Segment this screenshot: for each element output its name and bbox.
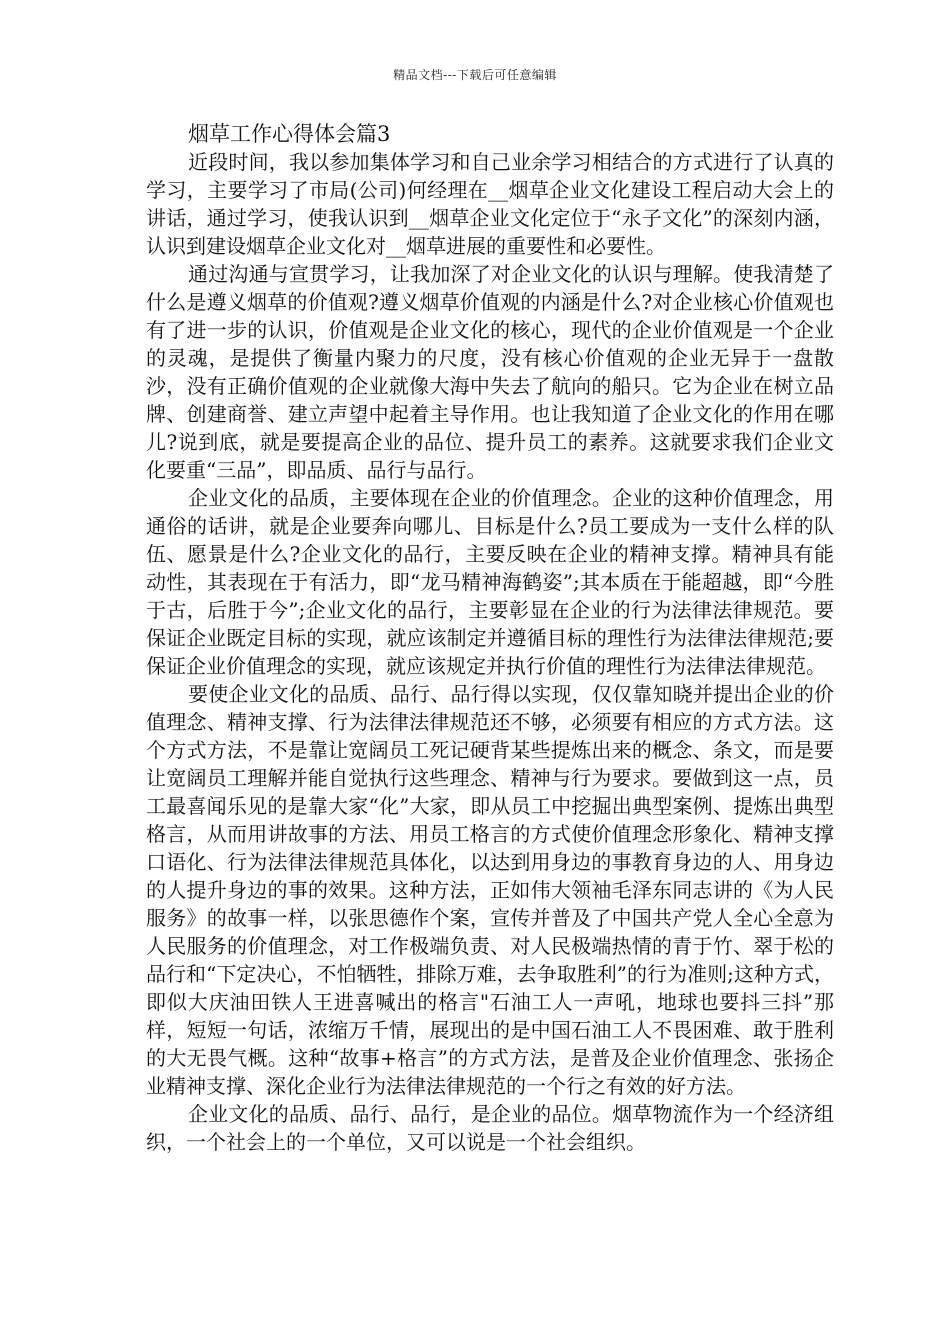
paragraph-3: 企业文化的品质，主要体现在企业的价值理念。企业的这种价值理念，用通俗的话讲，就是企业要奔向哪儿、目标是什么?员工要成为一支什么样的队伍、愿景是什么?企业文化的品行，主要反映在企业的精神支撑。精神具有能动性，其表现在于有活力，即“龙马精神海鹤姿”;其本质在于能超越，即“今胜于古，后胜于今”;企业文化的品行，主要彰显在企业的行为法律法律规范。要保证企业既定目标的实现，就应该制定并遵循目标的理性行为法律法律规范;要保证企业价值理念的实现，就应该规定并执行价值的理性行为法律法律规范。 bbox=[146, 486, 834, 678]
document-body bbox=[146, 120, 834, 1156]
page-header: 精品文档---下载后可任意编辑 bbox=[393, 68, 557, 82]
paragraph-5: 企业文化的品质、品行、品行，是企业的品位。烟草物流作为一个经济组织，一个社会上的一个单位，又可以说是一个社会组织。 bbox=[146, 1102, 834, 1154]
paragraph-1: 近段时间，我以参加集体学习和自己业余学习相结合的方式进行了认真的学习，主要学习了市局(公司)何经理在__烟草企业文化建设工程启动大会上的讲话，通过学习，使我认识到__烟草企业文化定位于“永子文化”的深刻内涵，认识到建设烟草企业文化对__烟草进展的重要性和必要性。 bbox=[146, 150, 834, 258]
document-title: 烟草工作心得体会篇3 bbox=[188, 122, 391, 146]
paragraph-4: 要使企业文化的品质、品行、品行得以实现，仅仅靠知晓并提出企业的价值理念、精神支撑、行为法律法律规范还不够，必须要有相应的方式方法。这个方式方法，不是靠让宽阔员工死记硬背某些提炼出来的概念、条文，而是要让宽阔员工理解并能自觉执行这些理念、精神与行为要求。要做到这一点，员工最喜闻乐见的是靠大家“化”大家，即从员工中挖掘出典型案例、提炼出典型格言，从而用讲故事的方法、用员工格言的方式使价值理念形象化、精神支撑口语化、行为法律法律规范具体化，以达到用身边的事教育身边的人、用身边的人提升身边的事的效果。这种方法，正如伟大领袖毛泽东同志讲的《为人民服务》的故事一样，以张思德作个案，宣传并普及了中国共产党人全心全意为人民服务的价值理念，对工作极端负责、对人民极端热情的青于竹、翠于松的品行和“下定决心，不怕牺牲，排除万难，去争取胜利”的行为准则;这种方式，即似大庆油田铁人王进喜喊出的格言"石油工人一声吼，地球也要抖三抖”那样，短短一句话，浓缩万千情，展现出的是中国石油工人不畏困难、敢于胜利的大无畏气概。这种“故事+格言”的方式方法，是普及企业价值理念、张扬企业精神支撑、深化企业行为法律法律规范的一个行之有效的好方法。 bbox=[146, 682, 834, 1098]
paragraph-2: 通过沟通与宣贯学习，让我加深了对企业文化的认识与理解。使我清楚了什么是遵义烟草的价值观?遵义烟草价值观的内涵是什么?对企业核心价值观也有了进一步的认识，价值观是企业文化的核心，现代的企业价值观是一个企业的灵魂，是提供了衡量内聚力的尺度，没有核心价值观的企业无异于一盘散沙，没有正确价值观的企业就像大海中失去了航向的船只。它为企业在树立品牌、创建商誉、建立声望中起着主导作用。也让我知道了企业文化的作用在哪儿?说到底，就是要提高企业的品位、提升员工的素养。这就要求我们企业文化要重“三品”，即品质、品行与品行。 bbox=[146, 262, 834, 482]
